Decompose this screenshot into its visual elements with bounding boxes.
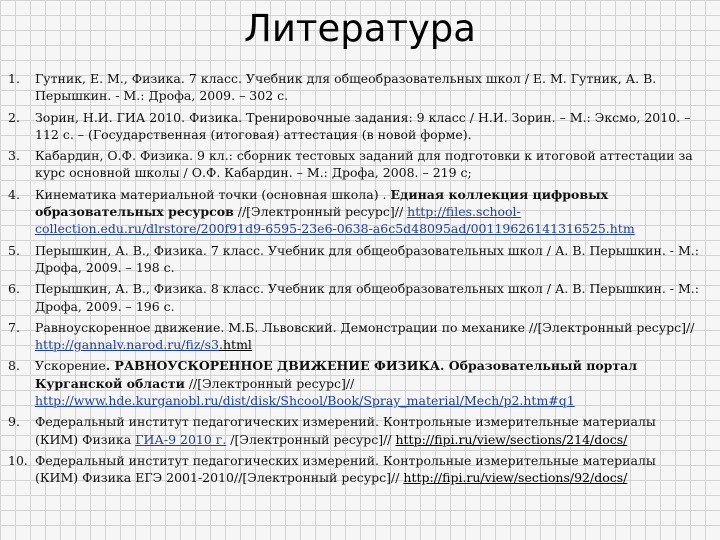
- reference-link[interactable]: http://www.hde.kurganobl.ru/dist/disk/Shcool/Book/Spray_material/Mech/p2.htm#q1: [35, 393, 575, 409]
- item-number: 3.: [8, 148, 20, 164]
- list-item: [8, 452, 702, 487]
- item-number: 7.: [8, 319, 20, 335]
- reference-list: [8, 70, 702, 491]
- reference-text: Кабардин, О.Ф. Физика. 9 кл.: сборник тестовых заданий для подготовки к итоговой аттестации за курс основной школы / О.Ф. Кабардин. – М.: Дрофа, 2008. – 219 с;: [35, 148, 693, 181]
- reference-link[interactable]: ГИА-9 2010 г.: [135, 431, 227, 447]
- reference-link[interactable]: http://fipi.ru/view/sections/92/docs/: [403, 470, 628, 486]
- item-number: 9.: [8, 414, 20, 430]
- list-item: [8, 242, 702, 277]
- reference-link[interactable]: http://fipi.ru/view/sections/214/docs/: [395, 431, 628, 447]
- item-number: 6.: [8, 281, 20, 297]
- reference-text: Федеральный институт педагогических измерений. Контрольные измерительные материалы (КИМ) Физика ЕГЭ 2001-2010//[Электронный ресурс]//: [35, 452, 656, 486]
- reference-link[interactable]: http://files.school-collection.edu.ru/dlrstore/200f91d9-6595-23e6-0638-a6c5d48095ad/00119626141316525.htm: [35, 204, 635, 237]
- item-number: 1.: [8, 71, 20, 86]
- reference-text: Перышкин, А. В., Физика. 8 класс. Учебник для общеобразовательных школ / А. В. Перышкин. - М.: Дрофа, 2009. – 196 с.: [35, 281, 699, 314]
- item-number: 8.: [8, 358, 20, 374]
- list-item: [8, 109, 702, 144]
- list-item: [8, 319, 702, 354]
- reference-text: Перышкин, А. В., Физика. 7 класс. Учебник для общеобразовательных школ / А. В. Перышкин. - М.: Дрофа, 2009. – 198 с.: [35, 242, 699, 275]
- reference-bold-text: . РАВНОУСКОРЕННОЕ ДВИЖЕНИЕ ФИЗИКА. Образовательный портал Курганской области: [35, 358, 638, 391]
- reference-link-suffix[interactable]: .html: [219, 337, 252, 353]
- item-number: 5.: [8, 242, 20, 258]
- item-number: 10.: [8, 452, 28, 468]
- item-number: 2.: [8, 109, 20, 125]
- reference-text: Зорин, Н.И. ГИА 2010. Физика. Тренировочные задания: 9 класс / Н.И. Зорин. – М.: Эксмо, 2010. – 112 с. – (Государственная (итоговая) аттестация (в новой форме).: [35, 109, 691, 142]
- reference-text: Ускорение: [35, 358, 106, 374]
- list-item: [8, 70, 702, 105]
- slide-title: Литература: [244, 7, 476, 50]
- reference-text: Кинематика материальной точки (основная школа) .: [35, 186, 391, 202]
- reference-text: /[Электронный ресурс]//: [226, 431, 396, 447]
- reference-bold-text: Единая коллекция цифровых образовательных ресурсов: [35, 186, 609, 220]
- item-number: 4.: [8, 186, 20, 202]
- reference-link[interactable]: http://gannalv.narod.ru/fiz/s3: [35, 337, 220, 353]
- list-item: [8, 357, 702, 409]
- reference-text: //[Электронный ресурс]//: [184, 375, 355, 391]
- list-item: [8, 186, 702, 238]
- list-item: [8, 147, 702, 182]
- reference-text: Гутник, Е. М., Физика. 7 класс. Учебник для общеобразовательных школ / Е. М. Гутник, А. В. Перышкин. - М.: Дрофа, 2009. – 302 с.: [35, 71, 657, 104]
- reference-text: //[Электронный ресурс]//: [233, 204, 408, 220]
- reference-text: Федеральный институт педагогических измерений. Контрольные измерительные материалы (КИМ) Физика: [35, 414, 656, 447]
- list-item: [8, 280, 702, 315]
- reference-text: Равноускоренное движение. М.Б. Львовский. Демонстрации по механике //[Электронный ресурс]//: [35, 319, 695, 335]
- list-item: [8, 413, 702, 448]
